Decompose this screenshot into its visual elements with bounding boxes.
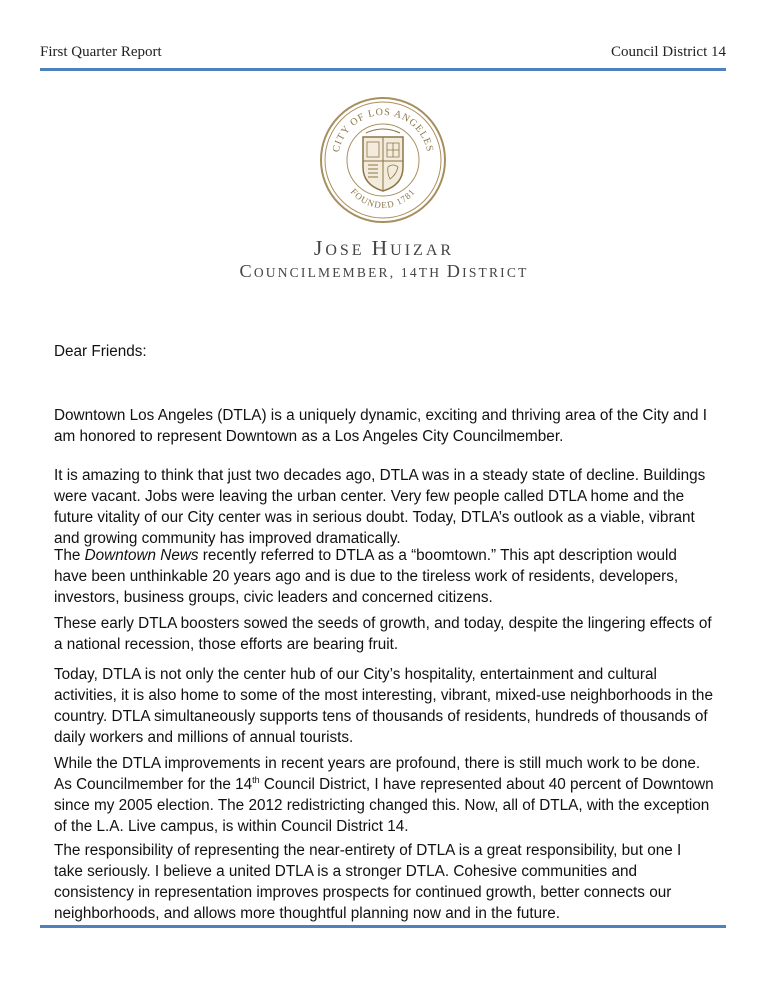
letter-paragraph: It is amazing to think that just two decades ago, DTLA was in a steady state of decline. Buildings were vacant. Jobs were leaving the urban center. Very few people called DTLA home and the future vitality of our City center was in serious doubt. Today, DTLA’s outlook as a viable, vibrant and growing community has improved dramatically.: [54, 467, 706, 548]
letter-paragraph: Today, DTLA is not only the center hub of our City’s hospitality, entertainment and cultural activities, it is also home to some of the most interesting, vibrant, mixed-use neighborhoods in the country. DTLA simultaneously supports tens of thousands of residents, hundreds of thousands of daily workers and millions of annual tourists.: [54, 666, 713, 747]
city-seal-icon: [318, 95, 448, 225]
seal-bottom-text: FOUNDED 1781: [348, 186, 418, 211]
seal-top-text: CITY OF LOS ANGELES: [330, 106, 436, 154]
publication-name: Downtown News: [84, 547, 199, 565]
letter-paragraph: The Downtown News recently referred to DTLA as a “boomtown.” This apt description would have been unthinkable 20 years ago and is due to the tireless work of residents, developers, investors, business groups, civic leaders and concerned citizens.: [54, 547, 679, 607]
footer-divider: [40, 925, 726, 928]
letter-paragraph: While the DTLA improvements in recent years are profound, there is still much work to be done. As Councilmember for the 14th Council District, I have represented about 40 percent of Downtown since my 2005 election. The 2012 redistricting changed this. Now, all of DTLA, with the exception of the L.A. Live campus, is within Council District 14.: [54, 755, 714, 836]
header-report-title: First Quarter Report: [40, 44, 162, 60]
header-district: Council District 14: [611, 44, 726, 60]
letter-paragraph: The responsibility of representing the near-entirety of DTLA is a great responsibility, but one I take seriously. I believe a united DTLA is a stronger DTLA. Cohesive communities and consistency in representation improves prospects for continued growth, better connects our neighborhoods, and allows more thoughtful planning now and in the future.: [54, 842, 682, 923]
councilmember-title: COUNCILMEMBER, 14TH DISTRICT: [239, 261, 529, 281]
letter-paragraph: Downtown Los Angeles (DTLA) is a uniquely dynamic, exciting and thriving area of the City and I am honored to represent Downtown as a Los Angeles City Councilmember.: [54, 407, 708, 446]
header-divider: [40, 68, 726, 71]
councilmember-name: JOSE HUIZAR: [313, 236, 455, 260]
letter-greeting: Dear Friends:: [54, 343, 147, 360]
page-header: [40, 44, 726, 68]
letter-paragraph: These early DTLA boosters sowed the seeds of growth, and today, despite the lingering effects of a national recession, those efforts are bearing fruit.: [54, 615, 712, 654]
